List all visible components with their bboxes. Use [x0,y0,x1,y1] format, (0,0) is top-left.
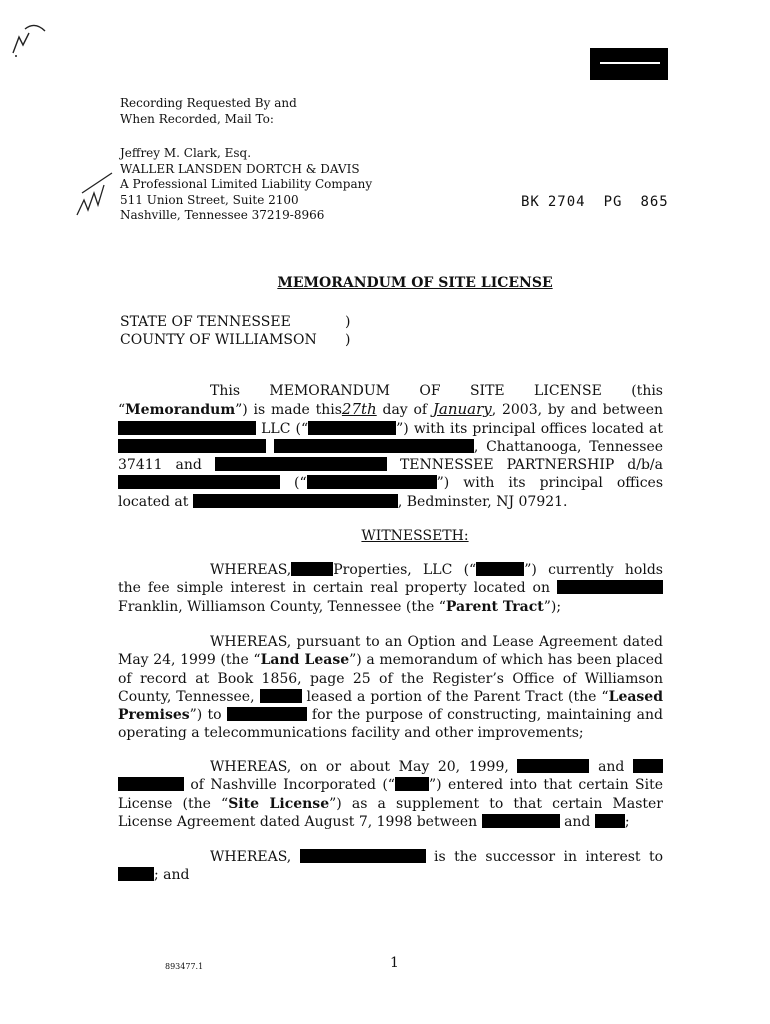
recital-successor [118,848,663,885]
redaction [482,814,560,828]
street-address: 511 Union Street, Suite 2100 [120,192,299,207]
text: ”) a memorandum of which has been placed of record at Book 1856, page 25 of the Register’s Office of Williamson County, Tennessee, [118,652,663,705]
defined-term: Memorandum [125,402,236,419]
handwritten-month: January [432,400,492,419]
text: (“ [294,475,307,492]
firm-type: A Professional Limited Liability Company [120,177,373,192]
text: , 2003, by and between [491,402,664,419]
recording-instructions [120,95,297,127]
text: ; and [154,867,190,884]
redaction [476,562,524,576]
text: leased a portion of the Parent Tract (the “ [306,688,609,705]
redaction [395,777,429,791]
redaction [517,759,589,773]
text: TENNESSEE PARTNERSHIP d/b/a [399,457,663,474]
text: ; [624,813,630,830]
defined-term: Parent Tract [445,598,544,615]
text: , Bedminster, NJ 07921. [397,493,568,510]
text: ”) entered into that certain Site License (the “ [118,777,663,812]
redaction [118,421,256,435]
city-state-zip: Nashville, Tennessee 37219-8966 [120,208,325,223]
text: ”) to [189,707,222,724]
text: ”) currently holds the fee simple interest in certain real property located on [118,562,663,597]
page-number: 1 [390,955,399,971]
text: ”) with its principal offices located at [118,475,664,510]
venue-block [120,313,351,349]
redaction [291,562,333,576]
text: WHEREAS, [210,849,292,865]
redaction [274,439,474,453]
text: , Chattanooga, Tennessee 37411 and [118,438,664,474]
defined-term: Land Lease [260,652,350,669]
recital-site-license [118,758,663,831]
addressee-name: Jeffrey M. Clark, Esq. [120,146,252,160]
redaction [118,475,280,489]
redaction [260,689,302,703]
text: and [598,759,625,775]
redaction [633,759,663,773]
text: and [564,813,591,830]
text: This MEMORANDUM OF SITE LICENSE (this “ [118,383,663,419]
redaction [118,777,184,791]
text: Properties, LLC (“ [333,562,477,578]
handwritten-mark-icon [5,15,75,60]
text: ”) with its principal offices located at [396,420,663,437]
redaction [215,457,387,471]
state-line: STATE OF TENNESSEE [120,314,291,330]
redaction [227,707,307,721]
paren: ) [345,332,351,348]
text: ”) as a supplement to that certain Master License Agreement dated August 7, 1998 between [118,795,663,830]
redaction [307,475,437,489]
text: WHEREAS, pursuant to an Option and Lease Agreement dated May 24, 1999 (the “ [118,634,663,669]
book-label: BK [521,194,540,210]
redaction [557,580,663,594]
redaction [595,814,625,828]
document-code: 893477.1 [165,962,204,971]
book-number: 2704 [547,194,586,210]
redaction [118,439,266,453]
defined-term: Site License [228,795,330,812]
text: ”) is made this [235,402,342,419]
redaction [193,494,398,508]
page-number-stamp: 865 [640,194,669,210]
recording-line-2: When Recorded, Mail To: [120,112,274,126]
text: WHEREAS, on or about May 20, 1999, [210,759,509,775]
recording-line-1: Recording Requested By and [120,96,297,110]
recital-parent-tract [118,561,663,616]
text: is the successor in interest to [434,849,664,865]
opening-paragraph [118,382,663,511]
redaction [300,849,426,863]
text: day of [382,402,428,419]
text: of Nashville Incorporated (“ [190,777,395,794]
text: ”); [543,598,562,615]
mail-to-address [120,146,372,224]
document-title: MEMORANDUM OF SITE LICENSE [277,275,553,291]
text: WHEREAS, [210,562,292,578]
redaction-block [590,48,668,80]
handwritten-day: 27th [341,400,377,419]
text: LLC (“ [261,420,309,437]
redaction-dash [600,62,660,64]
redaction [118,867,154,881]
text: Franklin, Williamson County, Tennessee (the “ [118,598,446,615]
handwritten-initials-icon [72,165,122,225]
paren: ) [345,314,351,330]
recital-land-lease [118,633,663,743]
county-line: COUNTY OF WILLIAMSON [120,332,317,348]
defined-term: Leased Premises [118,688,663,724]
redaction [308,421,396,435]
book-page-stamp [521,194,687,210]
text: for the purpose of constructing, maintaining and operating a telecommunications facility and other improvements; [118,707,664,742]
firm-name: WALLER LANSDEN DORTCH & DAVIS [120,161,360,176]
witnesseth-heading: WITNESSETH: [361,528,469,544]
page-label: PG [603,194,623,210]
